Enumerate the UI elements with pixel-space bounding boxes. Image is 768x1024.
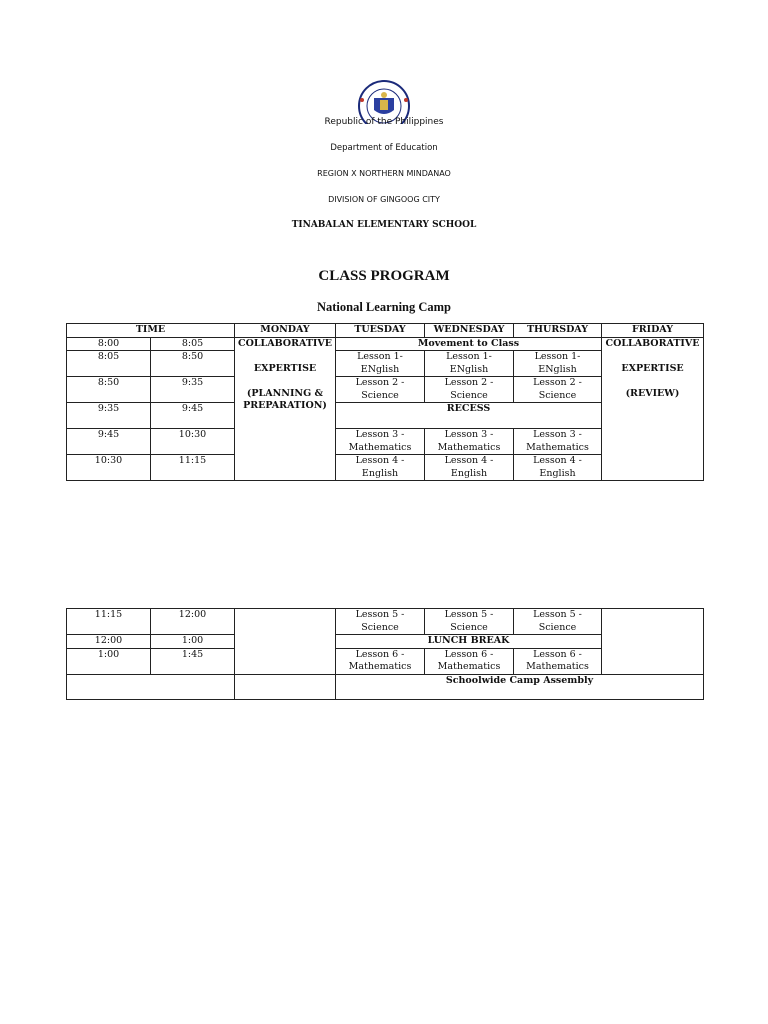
republic-heading: Republic of the Philippines — [324, 117, 444, 127]
thursday-lesson: Lesson 2 - Science — [514, 377, 602, 403]
time-end: 11:15 — [151, 455, 235, 481]
wednesday-lesson: Lesson 6 - Mathematics — [425, 648, 514, 674]
class-program-table-continued — [66, 608, 704, 700]
column-header-time: TIME — [67, 324, 235, 338]
span-activity: Schoolwide Camp Assembly — [336, 674, 704, 699]
time-end: 9:45 — [151, 403, 235, 429]
monday-line: PREPARATION) — [243, 400, 327, 411]
time-start: 9:45 — [67, 429, 151, 455]
column-header-friday: FRIDAY — [602, 324, 704, 338]
tuesday-lesson: Lesson 2 - Science — [336, 377, 425, 403]
page-title: CLASS PROGRAM — [318, 268, 450, 284]
wednesday-lesson: Lesson 2 - Science — [425, 377, 514, 403]
table-row — [67, 674, 704, 699]
friday-line: EXPERTISE — [621, 362, 684, 374]
time-start: 11:15 — [67, 609, 151, 635]
wednesday-lesson: Lesson 4 - English — [425, 455, 514, 481]
friday-line: COLLABORATIVE — [605, 337, 700, 349]
division-heading: DIVISION OF GINGOOG CITY — [328, 195, 440, 204]
wednesday-lesson: Lesson 3 - Mathematics — [425, 429, 514, 455]
page-subtitle: National Learning Camp — [316, 300, 452, 314]
monday-line: EXPERTISE — [253, 362, 317, 374]
department-heading: Department of Education — [330, 143, 438, 153]
time-start: 1:00 — [67, 648, 151, 674]
monday-line: (PLANNING & — [246, 387, 324, 399]
tuesday-lesson: Lesson 5 - Science — [336, 609, 425, 635]
time-start: 8:00 — [67, 337, 151, 351]
class-program-table — [66, 323, 704, 481]
time-end: 12:00 — [151, 609, 235, 635]
thursday-lesson: Lesson 1- ENglish — [514, 351, 602, 377]
monday-line: COLLABORATIVE — [238, 337, 332, 349]
monday-empty-cell — [235, 674, 336, 699]
time-start: 8:05 — [67, 351, 151, 377]
time-end: 1:45 — [151, 648, 235, 674]
monday-empty-cell — [235, 609, 336, 675]
time-start: 10:30 — [67, 455, 151, 481]
column-header-wednesday: WEDNESDAY — [425, 324, 514, 338]
monday-collaborative-block — [235, 337, 336, 481]
span-activity: RECESS — [336, 403, 602, 429]
region-heading: REGION X NORTHERN MINDANAO — [317, 169, 451, 178]
wednesday-lesson: Lesson 1- ENglish — [425, 351, 514, 377]
table-row — [67, 337, 704, 351]
span-activity: LUNCH BREAK — [336, 635, 602, 649]
span-activity: Movement to Class — [336, 337, 602, 351]
time-end: 10:30 — [151, 429, 235, 455]
thursday-lesson: Lesson 6 - Mathematics — [514, 648, 602, 674]
column-header-monday: MONDAY — [235, 324, 336, 338]
time-start: 8:50 — [67, 377, 151, 403]
tuesday-lesson: Lesson 6 - Mathematics — [336, 648, 425, 674]
table-row — [67, 609, 704, 635]
time-empty-cell — [67, 674, 235, 699]
time-end: 8:05 — [151, 337, 235, 351]
time-start: 9:35 — [67, 403, 151, 429]
table-header-row — [67, 324, 704, 338]
column-header-thursday: THURSDAY — [514, 324, 602, 338]
wednesday-lesson: Lesson 5 - Science — [425, 609, 514, 635]
time-end: 9:35 — [151, 377, 235, 403]
time-end: 1:00 — [151, 635, 235, 649]
time-end: 8:50 — [151, 351, 235, 377]
friday-empty-cell — [602, 609, 704, 675]
column-header-tuesday: TUESDAY — [336, 324, 425, 338]
tuesday-lesson: Lesson 1- ENglish — [336, 351, 425, 377]
tuesday-lesson: Lesson 3 - Mathematics — [336, 429, 425, 455]
friday-line: (REVIEW) — [625, 387, 680, 399]
thursday-lesson: Lesson 4 - English — [514, 455, 602, 481]
thursday-lesson: Lesson 5 - Science — [514, 609, 602, 635]
school-name: TINABALAN ELEMENTARY SCHOOL — [291, 220, 477, 230]
thursday-lesson: Lesson 3 - Mathematics — [514, 429, 602, 455]
friday-collaborative-block — [602, 337, 704, 481]
tuesday-lesson: Lesson 4 - English — [336, 455, 425, 481]
time-start: 12:00 — [67, 635, 151, 649]
